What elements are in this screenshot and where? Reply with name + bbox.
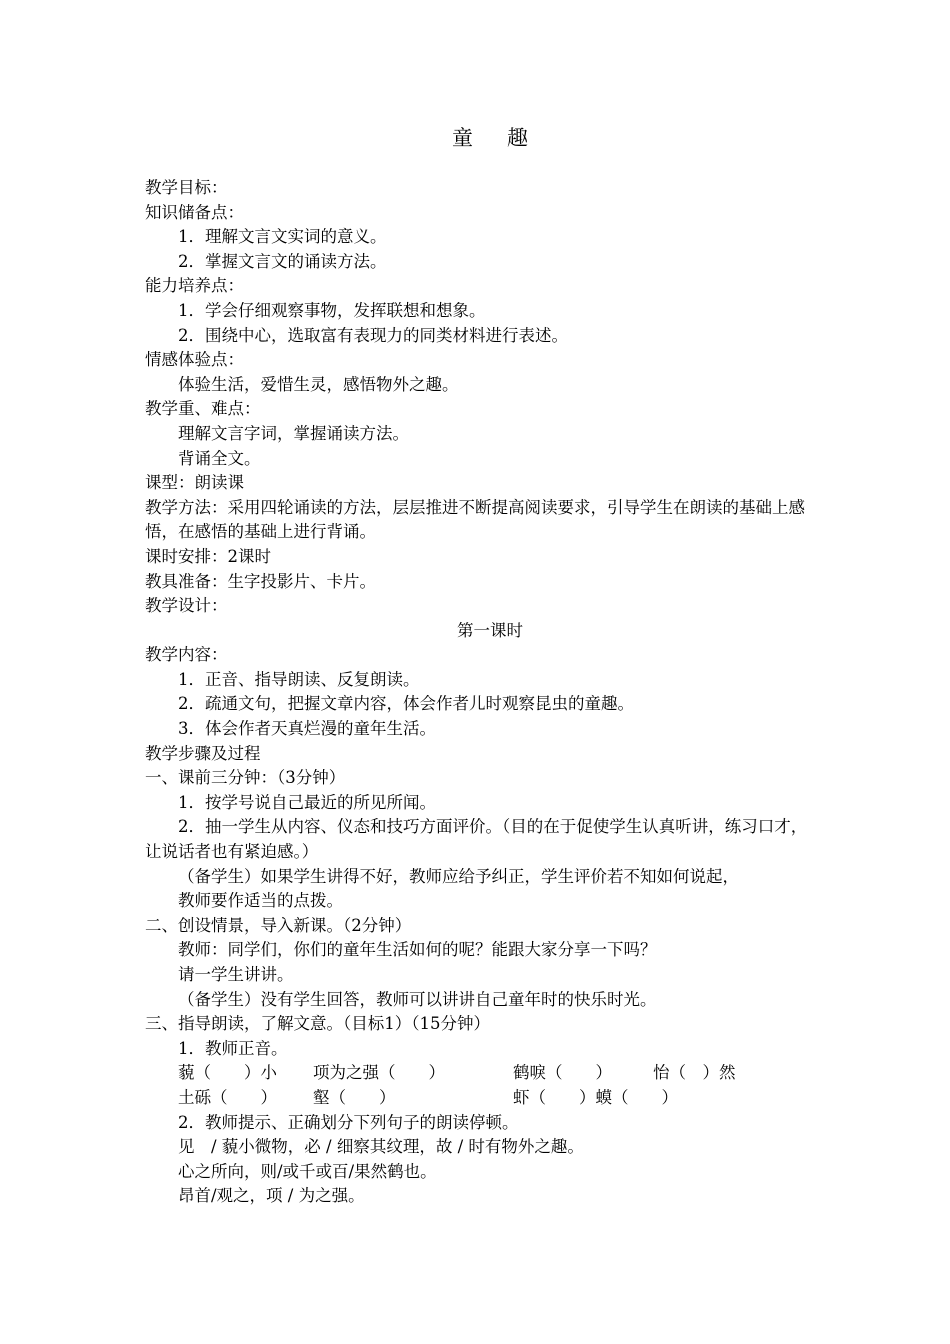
- ability-item-2: 2．围绕中心，选取富有表现力的同类材料进行表述。: [178, 325, 568, 345]
- step-three-heading: 三、指导朗读，了解文意。（目标1）（15分钟）: [145, 1014, 490, 1034]
- pause-sentence-2: 心之所向，则/或千或百/果然鹤也。: [178, 1161, 437, 1181]
- step-one-item-2: 2．抽一学生从内容、仪态和技巧方面评价。（目的在于促使学生认真听讲，练习口才，让说话者也有紧迫感。）: [145, 817, 808, 862]
- pause-sentence-3: 昂首/观之，项 / 为之强。: [178, 1186, 365, 1206]
- key-point-2: 背诵全文。: [178, 448, 261, 468]
- content-item-1: 1．正音、指导朗读、反复朗读。: [178, 669, 420, 689]
- backup-note-1b: 教师要作适当的点拨。: [178, 891, 343, 911]
- step-one-heading: 一、课前三分钟：（3分钟）: [145, 768, 346, 788]
- lesson-schedule: 课时安排：2课时: [145, 546, 271, 566]
- pronunciation-word: 壑（ ）: [313, 1087, 396, 1107]
- pronunciation-word: 项为之强（ ）: [313, 1063, 445, 1083]
- teacher-speech: 教师：同学们，你们的童年生活如何的呢？能跟大家分享一下吗？: [178, 940, 657, 960]
- backup-note-1a: （备学生）如果学生讲得不好，教师应给予纠正，学生评价若不知如何说起，: [178, 866, 739, 886]
- teaching-aids: 教具准备：生字投影片、卡片。: [145, 571, 376, 591]
- pronunciation-word: 藐（ ）小: [178, 1063, 277, 1083]
- lesson-type: 课型：朗读课: [145, 473, 244, 493]
- ability-item-1: 1．学会仔细观察事物，发挥联想和想象。: [178, 300, 486, 320]
- heading-design: 教学设计：: [145, 596, 228, 616]
- pronunciation-word: 土砾（ ）: [178, 1087, 277, 1107]
- step-two-heading: 二、创设情景，导入新课。（2分钟）: [145, 915, 412, 935]
- document-body: [145, 176, 815, 1209]
- pronunciation-row-1: [145, 1061, 815, 1086]
- pronunciation-word: 鹤唳（ ）: [513, 1063, 612, 1083]
- heading-ability: 能力培养点：: [145, 276, 244, 296]
- pronunciation-row-2: [145, 1086, 815, 1111]
- lesson-one-heading: 第一课时: [457, 620, 523, 640]
- teaching-method: 教学方法：采用四轮诵读的方法，层层推进不断提高阅读要求，引导学生在朗读的基础上感悟，在感悟的基础上进行背诵。: [145, 497, 805, 542]
- pronunciation-word: 怡（ ）然: [653, 1063, 736, 1083]
- pause-heading: 2．教师提示、正确划分下列句子的朗读停顿。: [178, 1112, 519, 1132]
- key-point-1: 理解文言字词，掌握诵读方法。: [178, 423, 409, 443]
- pause-sentence-1: 见 / 藐小微物，必 / 细察其纹理，故 / 时有物外之趣。: [178, 1137, 584, 1157]
- content-item-3: 3．体会作者天真烂漫的童年生活。: [178, 719, 436, 739]
- emotion-item: 体验生活，爱惜生灵，感悟物外之趣。: [178, 374, 459, 394]
- heading-key-points: 教学重、难点：: [145, 399, 261, 419]
- knowledge-item-2: 2．掌握文言文的诵读方法。: [178, 251, 387, 271]
- heading-knowledge: 知识储备点：: [145, 202, 244, 222]
- content-item-2: 2．疏通文句，把握文章内容，体会作者儿时观察昆虫的童趣。: [178, 694, 634, 714]
- title-char-1: 童: [452, 126, 473, 150]
- title-char-2: 趣: [507, 126, 528, 150]
- heading-content: 教学内容：: [145, 645, 228, 665]
- page-title: [0, 122, 950, 152]
- heading-emotion: 情感体验点：: [145, 350, 244, 370]
- student-speak: 请一学生讲讲。: [178, 965, 294, 984]
- heading-teaching-goals: 教学目标：: [145, 178, 228, 197]
- knowledge-item-1: 1．理解文言文实词的意义。: [178, 227, 387, 247]
- heading-steps: 教学步骤及过程: [145, 743, 261, 763]
- pronunciation-word: 虾（ ）蟆（ ）: [513, 1087, 678, 1107]
- step-one-item-1: 1．按学号说自己最近的所见所闻。: [178, 792, 436, 812]
- pronunciation-heading: 1．教师正音。: [178, 1038, 288, 1058]
- backup-note-2: （备学生）没有学生回答，教师可以讲讲自己童年时的快乐时光。: [178, 989, 657, 1009]
